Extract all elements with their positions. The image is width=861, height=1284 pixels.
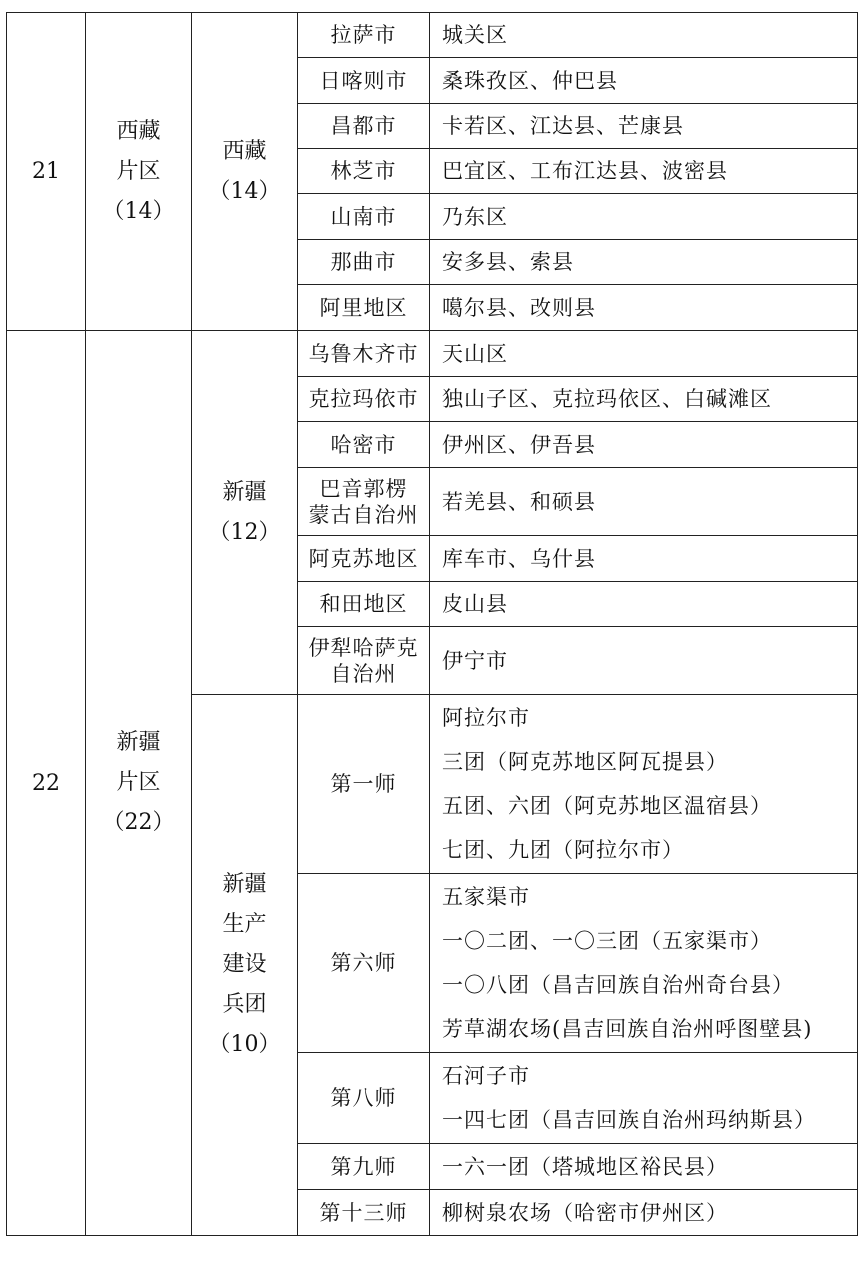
- county-list: [430, 58, 858, 104]
- county-list: [430, 285, 858, 331]
- text-line: 阿克苏地区: [308, 546, 419, 571]
- text-line: 西藏: [116, 118, 161, 144]
- text-line: 第十三师: [319, 1200, 408, 1225]
- county-line: 城关区: [442, 23, 508, 47]
- county-line: 巴宜区、工布江达县、波密县: [442, 159, 728, 183]
- city-name: [298, 468, 430, 536]
- county-list: [430, 149, 858, 194]
- county-line: 阿拉尔市: [442, 706, 530, 730]
- text-line: 兵团: [222, 992, 267, 1017]
- city-name: [298, 582, 430, 627]
- county-line: 柳树泉农场（哈密市伊州区）: [442, 1200, 728, 1225]
- county-list: [430, 1190, 858, 1236]
- county-list: [430, 874, 858, 1053]
- county-list: [430, 468, 858, 536]
- city-name: [298, 536, 430, 582]
- city-name: [298, 285, 430, 331]
- county-line: 乃东区: [442, 204, 508, 229]
- text-line: 和田地区: [319, 592, 408, 616]
- county-list: [430, 422, 858, 468]
- text-line: 伊犁哈萨克: [308, 635, 419, 660]
- text-line: 昌都市: [330, 114, 397, 138]
- row-number: 22: [7, 331, 86, 1236]
- county-list: [430, 13, 858, 58]
- county-list: [430, 1144, 858, 1190]
- text-line: 巴音郭楞: [319, 476, 408, 501]
- city-name: [298, 1144, 430, 1190]
- table-row: [7, 13, 858, 58]
- city-name: [298, 1053, 430, 1144]
- county-line: 芳草湖农场(昌吉回族自治州呼图壁县): [442, 1017, 813, 1041]
- county-line: 五团、六团（阿克苏地区温宿县）: [442, 794, 772, 818]
- city-name: [298, 104, 430, 149]
- county-list: [430, 240, 858, 285]
- county-line: 伊宁市: [442, 648, 508, 673]
- text-line: 克拉玛依市: [308, 387, 419, 411]
- city-name: [298, 422, 430, 468]
- county-line: 库车市、乌什县: [442, 546, 596, 571]
- province-name: [192, 331, 298, 695]
- county-line: 伊州区、伊吾县: [442, 432, 596, 457]
- county-list: [430, 104, 858, 149]
- county-line: 一〇二团、一〇三团（五家渠市）: [442, 929, 772, 953]
- city-name: [298, 149, 430, 194]
- county-line: 噶尔县、改则县: [442, 295, 596, 320]
- county-list: [430, 194, 858, 240]
- county-list: [430, 1053, 858, 1144]
- text-line: 蒙古自治州: [308, 502, 419, 527]
- county-line: 卡若区、江达县、芒康县: [442, 114, 684, 138]
- region-name: [86, 331, 192, 1236]
- province-name: [192, 13, 298, 331]
- county-line: 若羌县、和硕县: [442, 489, 596, 514]
- county-line: 七团、九团（阿拉尔市）: [442, 838, 684, 862]
- county-line: 一〇八团（昌吉回族自治州奇台县）: [442, 973, 794, 997]
- text-line: 新疆: [222, 872, 267, 897]
- county-list: [430, 377, 858, 422]
- text-line: 片区: [116, 158, 161, 184]
- city-name: [298, 194, 430, 240]
- text-line: 哈密市: [330, 432, 397, 457]
- row-number: 21: [7, 13, 86, 331]
- text-line: 第六师: [330, 951, 397, 975]
- text-line: 山南市: [330, 204, 397, 229]
- county-line: 独山子区、克拉玛依区、白碱滩区: [442, 387, 772, 411]
- county-line: 桑珠孜区、仲巴县: [442, 68, 618, 93]
- table-row: [7, 331, 858, 377]
- text-line: （14）: [102, 198, 175, 224]
- text-line: 新疆: [222, 479, 267, 505]
- city-name: [298, 695, 430, 874]
- text-line: 自治州: [330, 661, 397, 686]
- city-name: [298, 627, 430, 695]
- text-line: 乌鲁木齐市: [308, 341, 419, 366]
- county-line: 三团（阿克苏地区阿瓦提县）: [442, 750, 728, 774]
- text-line: 拉萨市: [330, 23, 397, 47]
- county-list: [430, 695, 858, 874]
- text-line: 第一师: [330, 772, 397, 796]
- city-name: [298, 331, 430, 377]
- text-line: （14）: [208, 178, 281, 204]
- county-list: [430, 627, 858, 695]
- text-line: 建设: [222, 952, 267, 977]
- text-line: 第九师: [330, 1154, 397, 1179]
- province-name: [192, 695, 298, 1236]
- county-list: [430, 536, 858, 582]
- city-name: [298, 240, 430, 285]
- county-line: 五家渠市: [442, 885, 530, 909]
- text-line: （12）: [208, 519, 281, 545]
- county-line: 皮山县: [442, 592, 508, 616]
- text-line: 那曲市: [330, 250, 397, 274]
- county-line: 天山区: [442, 341, 508, 366]
- text-line: 第八师: [330, 1086, 397, 1110]
- county-line: 安多县、索县: [442, 250, 574, 274]
- county-line: 一四七团（昌吉回族自治州玛纳斯县）: [442, 1108, 816, 1132]
- county-line: 一六一团（塔城地区裕民县）: [442, 1154, 728, 1179]
- text-line: 日喀则市: [319, 68, 408, 93]
- city-name: [298, 58, 430, 104]
- city-name: [298, 377, 430, 422]
- county-list: [430, 331, 858, 377]
- text-line: （10）: [208, 1032, 281, 1057]
- city-name: [298, 874, 430, 1053]
- region-name: [86, 13, 192, 331]
- text-line: 林芝市: [330, 159, 397, 183]
- text-line: 生产: [222, 912, 267, 937]
- city-name: [298, 1190, 430, 1236]
- text-line: 新疆: [116, 730, 161, 755]
- county-line: 石河子市: [442, 1064, 530, 1088]
- text-line: 阿里地区: [319, 295, 408, 320]
- county-list: [430, 582, 858, 627]
- text-line: （22）: [102, 810, 175, 835]
- text-line: 片区: [116, 770, 161, 795]
- text-line: 西藏: [222, 138, 267, 164]
- city-name: [298, 13, 430, 58]
- poverty-county-table: [6, 12, 858, 1236]
